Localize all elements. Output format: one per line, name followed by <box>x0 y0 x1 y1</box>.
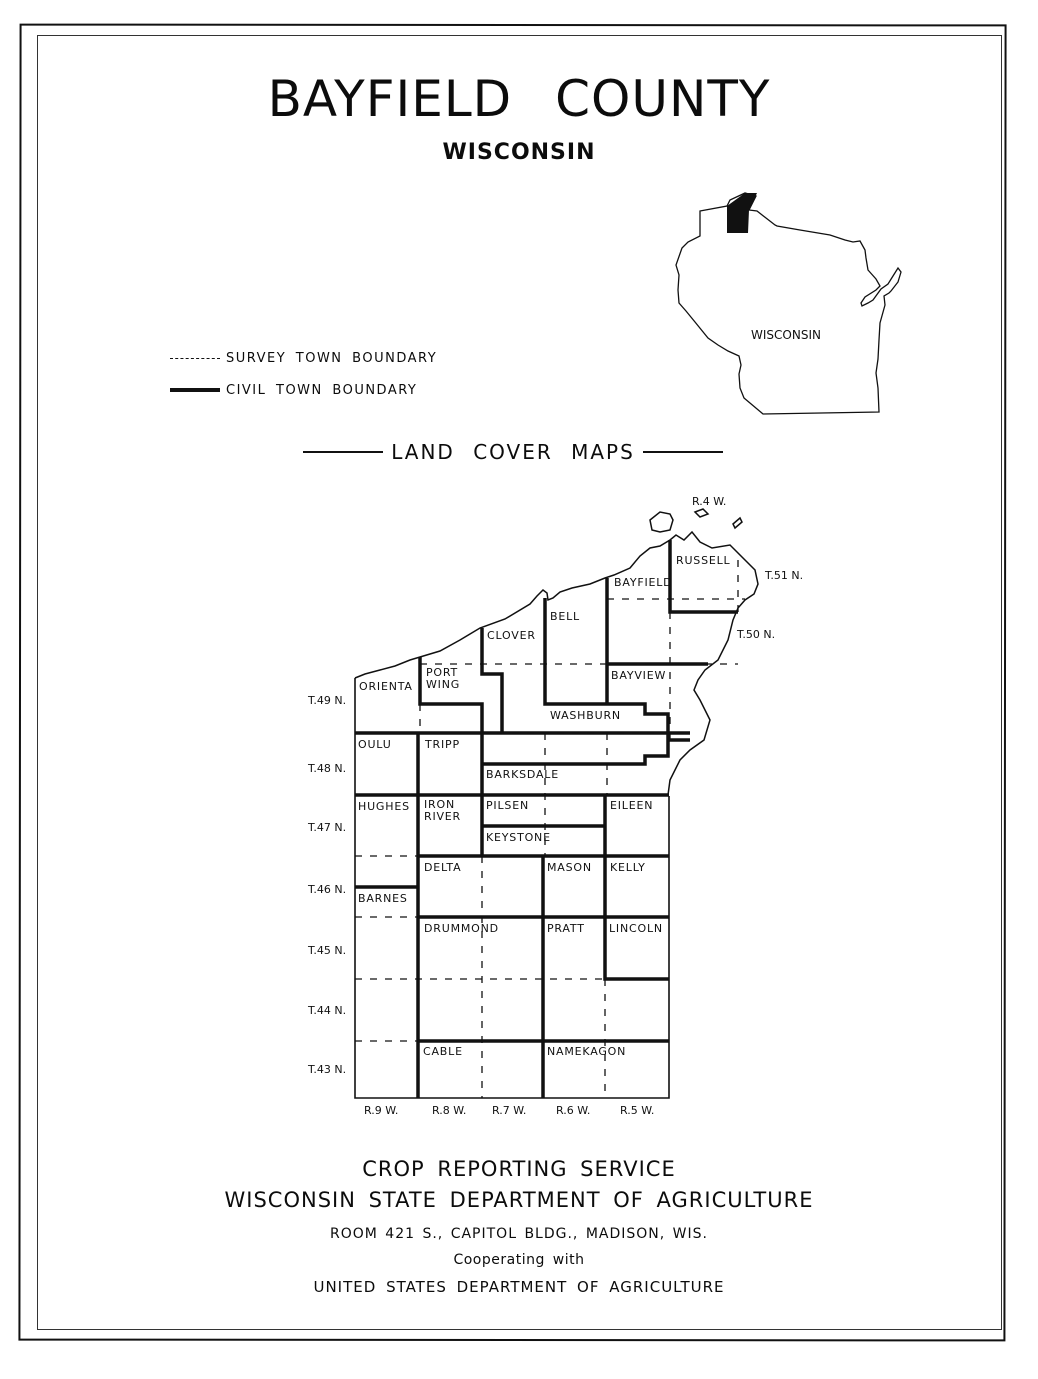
town-label-pilsen: PILSEN <box>486 799 529 812</box>
town-label-iron-river-1: IRON <box>424 798 455 811</box>
township-label: T.49 N. <box>308 694 347 707</box>
town-label-bayfield: BAYFIELD <box>614 576 673 589</box>
town-label-russell: RUSSELL <box>676 554 731 567</box>
township-label: T.44 N. <box>308 1004 347 1017</box>
wisconsin-inset-map <box>676 193 901 414</box>
town-label-clover: CLOVER <box>487 629 536 642</box>
page-subtitle: WISCONSIN <box>442 140 596 165</box>
range-label: R.6 W. <box>556 1104 591 1117</box>
township-label: T.51 N. <box>765 569 804 582</box>
township-label: T.50 N. <box>737 628 776 641</box>
section-heading-text: LAND COVER MAPS <box>391 440 635 464</box>
range-label: R.8 W. <box>432 1104 467 1117</box>
town-label-barksdale: BARKSDALE <box>486 768 559 781</box>
town-label-kelly: KELLY <box>610 861 646 874</box>
township-label: T.48 N. <box>308 762 347 775</box>
range-label: R.9 W. <box>364 1104 399 1117</box>
legend-label: CIVIL TOWN BOUNDARY <box>226 382 418 398</box>
page-title: BAYFIELD COUNTY <box>267 70 771 128</box>
town-label-port-wing-2: WING <box>426 678 461 691</box>
footer-agency: CROP REPORTING SERVICE <box>362 1157 676 1181</box>
township-labels <box>307 569 803 1076</box>
survey-town-boundaries <box>355 560 745 1098</box>
township-label: T.43 N. <box>308 1063 347 1076</box>
town-label-orienta: ORIENTA <box>359 680 413 693</box>
town-label-iron-river-2: RIVER <box>424 810 462 823</box>
township-label: T.45 N. <box>308 944 347 957</box>
county-map <box>307 495 803 1117</box>
town-label-eileen: EILEEN <box>610 799 654 812</box>
town-label-keystone: KEYSTONE <box>486 831 551 844</box>
town-label-barnes: BARNES <box>358 892 408 905</box>
town-label-cable: CABLE <box>423 1045 463 1058</box>
footer-usda: UNITED STATES DEPARTMENT OF AGRICULTURE <box>313 1278 725 1296</box>
town-label-delta: DELTA <box>424 861 462 874</box>
footer-cooperating: Cooperating with <box>453 1252 585 1268</box>
inset-label: WISCONSIN <box>751 328 821 342</box>
range-label: R.7 W. <box>492 1104 527 1117</box>
madeline-island <box>650 512 673 532</box>
town-label-pratt: PRATT <box>547 922 585 935</box>
footer-department: WISCONSIN STATE DEPARTMENT OF AGRICULTURE <box>224 1188 814 1212</box>
town-label-tripp: TRIPP <box>425 738 460 751</box>
town-label-drummond: DRUMMOND <box>424 922 499 935</box>
legend-label: SURVEY TOWN BOUNDARY <box>226 350 438 366</box>
town-label-lincoln: LINCOLN <box>609 922 663 935</box>
town-label-oulu: OULU <box>358 738 392 751</box>
island <box>695 509 708 517</box>
civil-town-boundaries <box>355 540 738 1098</box>
town-label-washburn: WASHBURN <box>550 709 621 722</box>
range-label: R.5 W. <box>620 1104 655 1117</box>
town-label-bayview: BAYVIEW <box>611 669 667 682</box>
town-label-mason: MASON <box>547 861 592 874</box>
town-label-hughes: HUGHES <box>358 800 410 813</box>
township-label: T.46 N. <box>308 883 347 896</box>
range-label: R.4 W. <box>692 495 727 508</box>
island <box>733 518 742 528</box>
footer-address: ROOM 421 S., CAPITOL BLDG., MADISON, WIS. <box>330 1226 708 1242</box>
town-label-port-wing-1: PORT <box>426 666 459 679</box>
town-label-namekagon: NAMEKAGON <box>547 1045 627 1058</box>
township-label: T.47 N. <box>308 821 347 834</box>
town-label-bell: BELL <box>550 610 580 623</box>
